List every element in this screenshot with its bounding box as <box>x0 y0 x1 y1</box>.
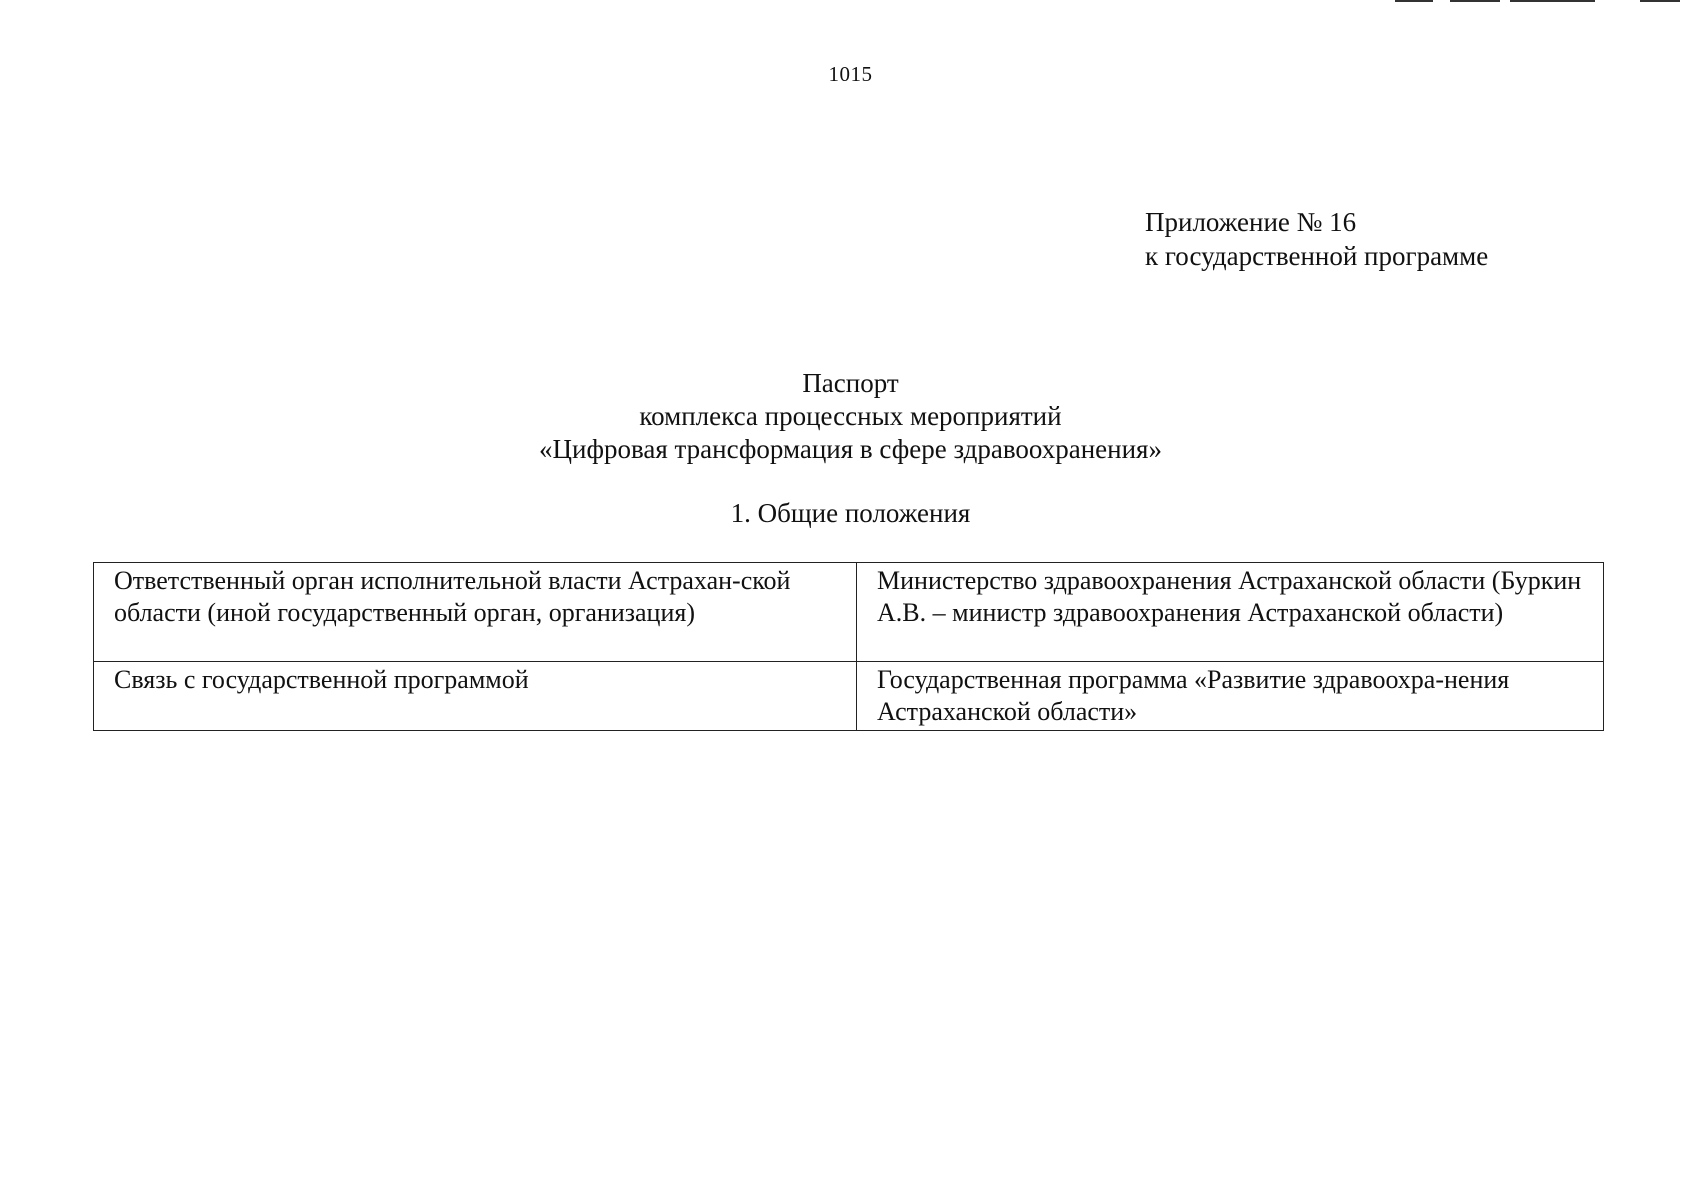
table-cell-label: Связь с государственной программой <box>94 662 857 731</box>
scan-artifact <box>1510 0 1595 2</box>
document-title <box>0 367 1701 466</box>
table-cell-value: Министерство здравоохранения Астраханской области (Буркин А.В. – министр здравоохранения Астраханской области) <box>857 563 1604 662</box>
scan-artifact <box>1395 0 1433 2</box>
table-row <box>94 662 1604 731</box>
table-cell-label: Ответственный орган исполнительной власти Астрахан-ской области (иной государственный орган, организация) <box>94 563 857 662</box>
title-line: комплекса процессных мероприятий <box>639 401 1062 431</box>
section-heading: 1. Общие положения <box>730 498 971 528</box>
title-line: «Цифровая трансформация в сфере здравоохранения» <box>539 434 1162 464</box>
table-cell-value: Государственная программа «Развитие здравоохра-нения Астраханской области» <box>857 662 1604 731</box>
appendix-line: к государственной программе <box>1145 241 1489 271</box>
passport-table <box>93 562 1604 731</box>
scan-artifact <box>1640 0 1680 2</box>
appendix-note <box>1145 205 1488 273</box>
table-row <box>94 563 1604 662</box>
scan-artifact <box>1450 0 1500 2</box>
title-line: Паспорт <box>802 368 899 398</box>
page-number: 1015 <box>828 62 873 86</box>
appendix-line: Приложение № 16 <box>1145 207 1357 237</box>
